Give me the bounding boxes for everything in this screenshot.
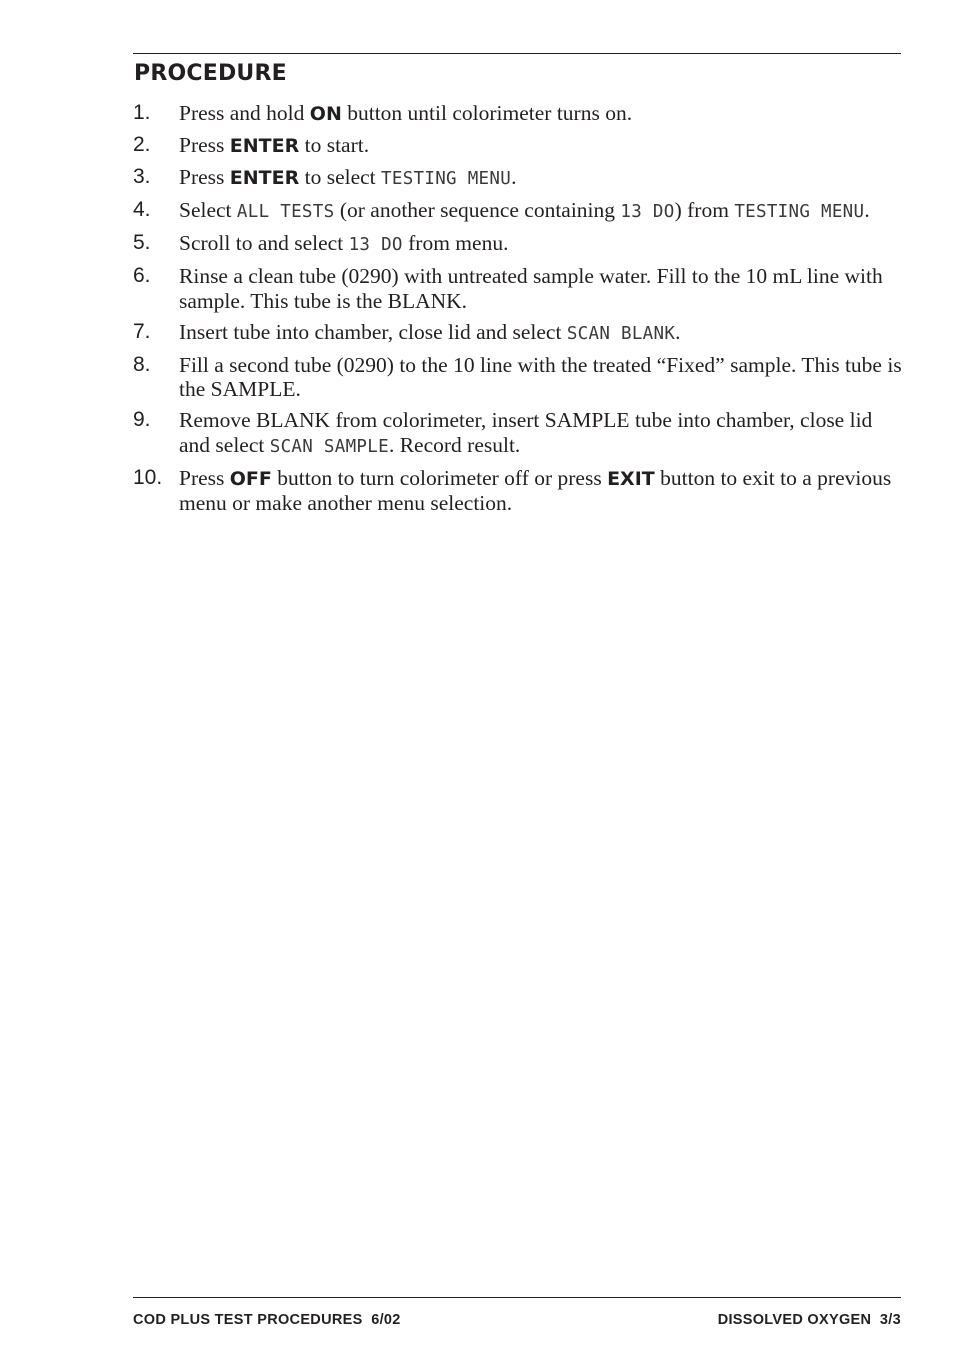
display-text: SCAN SAMPLE bbox=[269, 436, 389, 457]
step-text bbox=[179, 353, 902, 402]
text-run: from menu. bbox=[402, 231, 509, 255]
text-run: Select bbox=[179, 198, 237, 222]
step-text bbox=[179, 165, 516, 189]
text-run: button to exit to a previous menu or make another menu selection. bbox=[179, 465, 892, 515]
text-run: Press and hold bbox=[179, 101, 310, 125]
button-name: ENTER bbox=[229, 167, 300, 189]
section-heading: PROCEDURE bbox=[134, 61, 287, 86]
step-number: 8. bbox=[133, 352, 151, 376]
procedure-steps bbox=[133, 101, 903, 522]
footer-page-label: DISSOLVED OXYGEN 3/3 bbox=[717, 1312, 901, 1328]
step-number: 1. bbox=[133, 101, 151, 124]
step-number: 6. bbox=[133, 264, 151, 287]
display-text: TESTING MENU bbox=[734, 202, 865, 222]
step-number: 9. bbox=[133, 408, 151, 431]
step-text bbox=[179, 320, 681, 344]
text-run: . bbox=[864, 198, 870, 222]
text-run: Press bbox=[179, 165, 230, 189]
text-run: Press bbox=[179, 133, 230, 157]
button-name: EXIT bbox=[607, 467, 655, 490]
text-run: . Record result. bbox=[388, 432, 521, 457]
step-number: 2. bbox=[133, 133, 151, 156]
button-name: ON bbox=[309, 103, 342, 125]
text-run: Rinse a clean tube (0290) with untreated sample water. Fill to the 10 mL line with sample. This tube is the BLANK. bbox=[179, 264, 883, 313]
procedure-step bbox=[133, 466, 903, 516]
procedure-step bbox=[133, 320, 903, 347]
step-text bbox=[179, 133, 369, 157]
footer-document-title: COD PLUS TEST PROCEDURES 6/02 bbox=[133, 1312, 401, 1328]
step-text bbox=[179, 264, 883, 313]
step-number: 10. bbox=[133, 465, 163, 489]
button-name: ENTER bbox=[229, 135, 300, 157]
procedure-step bbox=[133, 231, 903, 258]
text-run: button until colorimeter turns on. bbox=[341, 101, 633, 125]
text-run: Remove BLANK from colorimeter, insert SAMPLE tube into chamber, close lid and select bbox=[179, 408, 873, 457]
text-run: to select bbox=[299, 165, 382, 189]
step-text bbox=[179, 231, 508, 255]
step-number: 4. bbox=[133, 198, 151, 221]
procedure-step bbox=[133, 133, 903, 159]
text-run: . bbox=[511, 165, 517, 189]
text-run: button to turn colorimeter off or press bbox=[271, 465, 608, 490]
text-run: Press bbox=[179, 465, 230, 490]
display-text: ALL TESTS bbox=[236, 202, 335, 222]
procedure-step bbox=[133, 264, 903, 313]
display-text: TESTING MENU bbox=[381, 169, 512, 189]
text-run: Scroll to and select bbox=[179, 231, 349, 255]
procedure-step bbox=[133, 101, 903, 127]
text-run: Insert tube into chamber, close lid and select bbox=[179, 319, 567, 344]
step-number: 5. bbox=[133, 231, 151, 254]
step-text bbox=[179, 101, 632, 125]
button-name: OFF bbox=[229, 467, 272, 490]
procedure-step bbox=[133, 408, 903, 459]
display-text: 13 DO bbox=[348, 235, 403, 255]
step-text bbox=[179, 466, 891, 516]
display-text: SCAN BLANK bbox=[566, 323, 676, 344]
footer-rule bbox=[133, 1297, 901, 1298]
text-run: . bbox=[675, 319, 681, 344]
header-rule bbox=[133, 53, 901, 54]
procedure-step bbox=[133, 165, 903, 192]
procedure-step bbox=[133, 198, 903, 225]
step-text bbox=[179, 408, 872, 457]
text-run: Fill a second tube (0290) to the 10 line with the treated “Fixed” sample. This tube is the SAMPLE. bbox=[179, 352, 902, 401]
step-number: 7. bbox=[133, 319, 151, 343]
step-number: 3. bbox=[133, 165, 151, 188]
display-text: 13 DO bbox=[620, 202, 675, 222]
step-text bbox=[179, 198, 870, 222]
procedure-step bbox=[133, 353, 903, 402]
text-run: (or another sequence containing bbox=[334, 198, 621, 222]
text-run: ) from bbox=[674, 198, 735, 222]
text-run: to start. bbox=[299, 133, 370, 157]
